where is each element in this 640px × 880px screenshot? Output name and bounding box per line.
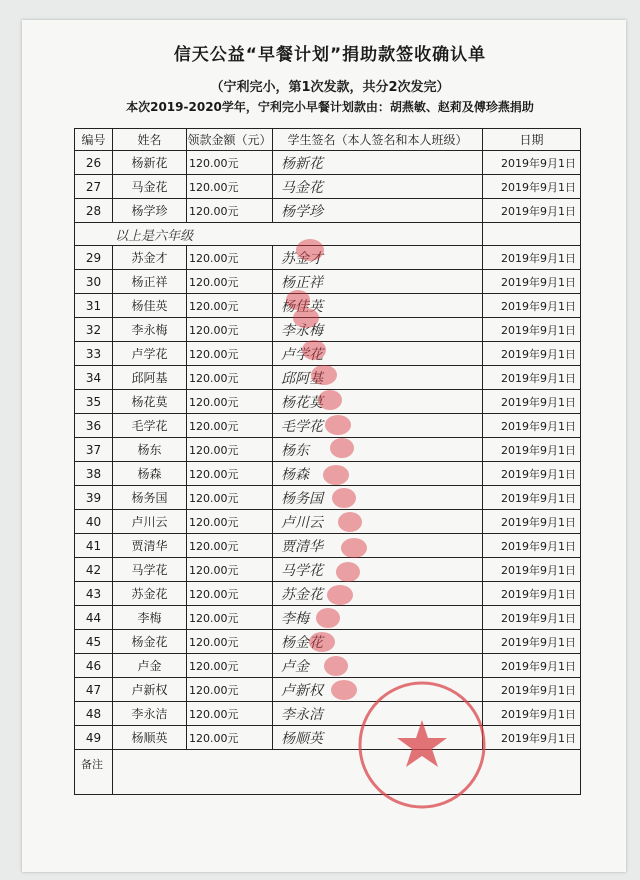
table-row xyxy=(75,630,581,654)
amount: 120.00元 xyxy=(187,366,273,390)
table-row xyxy=(75,654,581,678)
student-name: 杨顺英 xyxy=(113,726,187,750)
student-name: 杨新花 xyxy=(113,151,187,175)
row-number: 49 xyxy=(75,726,113,750)
date: 2019年9月1日 xyxy=(483,175,581,199)
table-row xyxy=(75,342,581,366)
remark-label: 备注 xyxy=(75,750,113,795)
row-number: 40 xyxy=(75,510,113,534)
row-number: 41 xyxy=(75,534,113,558)
donor-line: 本次2019-2020学年，宁利完小早餐计划款由：胡燕敏、赵莉及傅珍燕捐助 xyxy=(126,100,534,114)
date: 2019年9月1日 xyxy=(483,199,581,223)
row-number: 29 xyxy=(75,246,113,270)
table-row xyxy=(75,678,581,702)
row-number: 35 xyxy=(75,390,113,414)
date: 2019年9月1日 xyxy=(483,246,581,270)
table-row xyxy=(75,462,581,486)
student-signature: 毛学花 xyxy=(273,414,483,438)
row-number: 42 xyxy=(75,558,113,582)
row-number: 39 xyxy=(75,486,113,510)
date: 2019年9月1日 xyxy=(483,462,581,486)
grade-note-empty-cell xyxy=(483,223,581,246)
document-subtitle: （宁利完小，第1次发款，共分2次发完） xyxy=(210,80,450,95)
student-name: 贾清华 xyxy=(113,534,187,558)
table-row xyxy=(75,558,581,582)
table-row xyxy=(75,294,581,318)
date: 2019年9月1日 xyxy=(483,654,581,678)
date: 2019年9月1日 xyxy=(483,486,581,510)
table-row xyxy=(75,582,581,606)
date: 2019年9月1日 xyxy=(483,630,581,654)
student-signature: 苏金花 xyxy=(273,582,483,606)
receipt-table xyxy=(74,128,581,795)
table-row xyxy=(75,199,581,223)
row-number: 30 xyxy=(75,270,113,294)
student-signature: 杨金花 xyxy=(273,630,483,654)
student-signature: 杨东 xyxy=(273,438,483,462)
document-title: 信天公益“早餐计划”捐助款签收确认单 xyxy=(173,45,487,65)
student-name: 邱阿基 xyxy=(113,366,187,390)
student-signature: 杨正祥 xyxy=(273,270,483,294)
date: 2019年9月1日 xyxy=(483,294,581,318)
student-signature: 卢学花 xyxy=(273,342,483,366)
row-number: 36 xyxy=(75,414,113,438)
table-row xyxy=(75,534,581,558)
student-signature: 卢新权 xyxy=(273,678,483,702)
table-row xyxy=(75,726,581,750)
row-number: 45 xyxy=(75,630,113,654)
table-row xyxy=(75,486,581,510)
row-number: 34 xyxy=(75,366,113,390)
header-date: 日期 xyxy=(483,129,581,151)
date: 2019年9月1日 xyxy=(483,414,581,438)
student-name: 李永洁 xyxy=(113,702,187,726)
table-row xyxy=(75,414,581,438)
row-number: 31 xyxy=(75,294,113,318)
remark-row xyxy=(75,750,581,795)
amount: 120.00元 xyxy=(187,702,273,726)
amount: 120.00元 xyxy=(187,438,273,462)
date: 2019年9月1日 xyxy=(483,606,581,630)
header-amount: 领款金额（元） xyxy=(187,129,273,151)
amount: 120.00元 xyxy=(187,486,273,510)
table-row xyxy=(75,151,581,175)
student-name: 杨务国 xyxy=(113,486,187,510)
amount: 120.00元 xyxy=(187,462,273,486)
row-number: 44 xyxy=(75,606,113,630)
student-name: 卢川云 xyxy=(113,510,187,534)
row-number: 33 xyxy=(75,342,113,366)
amount: 120.00元 xyxy=(187,151,273,175)
student-name: 马金花 xyxy=(113,175,187,199)
student-signature: 杨新花 xyxy=(273,151,483,175)
student-signature: 马金花 xyxy=(273,175,483,199)
student-name: 李梅 xyxy=(113,606,187,630)
student-name: 杨东 xyxy=(113,438,187,462)
date: 2019年9月1日 xyxy=(483,726,581,750)
student-signature: 卢金 xyxy=(273,654,483,678)
amount: 120.00元 xyxy=(187,510,273,534)
student-name: 杨正祥 xyxy=(113,270,187,294)
student-name: 卢学花 xyxy=(113,342,187,366)
amount: 120.00元 xyxy=(187,654,273,678)
amount: 120.00元 xyxy=(187,294,273,318)
header-no: 编号 xyxy=(75,129,113,151)
student-name: 苏金花 xyxy=(113,582,187,606)
student-signature: 杨森 xyxy=(273,462,483,486)
amount: 120.00元 xyxy=(187,318,273,342)
row-number: 28 xyxy=(75,199,113,223)
student-name: 杨学珍 xyxy=(113,199,187,223)
student-signature: 杨学珍 xyxy=(273,199,483,223)
table-row xyxy=(75,270,581,294)
student-signature: 卢川云 xyxy=(273,510,483,534)
date: 2019年9月1日 xyxy=(483,558,581,582)
student-name: 卢新权 xyxy=(113,678,187,702)
student-name: 杨佳英 xyxy=(113,294,187,318)
amount: 120.00元 xyxy=(187,390,273,414)
amount: 120.00元 xyxy=(187,726,273,750)
date: 2019年9月1日 xyxy=(483,510,581,534)
student-name: 李永梅 xyxy=(113,318,187,342)
row-number: 48 xyxy=(75,702,113,726)
amount: 120.00元 xyxy=(187,606,273,630)
table-row xyxy=(75,438,581,462)
grade-note: 以上是六年级 xyxy=(75,223,483,246)
amount: 120.00元 xyxy=(187,558,273,582)
date: 2019年9月1日 xyxy=(483,438,581,462)
date: 2019年9月1日 xyxy=(483,318,581,342)
student-signature: 杨务国 xyxy=(273,486,483,510)
student-signature: 李梅 xyxy=(273,606,483,630)
student-signature: 苏金才 xyxy=(273,246,483,270)
table-row xyxy=(75,606,581,630)
row-number: 47 xyxy=(75,678,113,702)
amount: 120.00元 xyxy=(187,630,273,654)
date: 2019年9月1日 xyxy=(483,366,581,390)
table-row xyxy=(75,175,581,199)
amount: 120.00元 xyxy=(187,534,273,558)
date: 2019年9月1日 xyxy=(483,151,581,175)
student-signature: 李永洁 xyxy=(273,702,483,726)
student-name: 卢金 xyxy=(113,654,187,678)
row-number: 37 xyxy=(75,438,113,462)
table-row xyxy=(75,318,581,342)
student-signature: 杨佳英 xyxy=(273,294,483,318)
amount: 120.00元 xyxy=(187,199,273,223)
student-name: 苏金才 xyxy=(113,246,187,270)
date: 2019年9月1日 xyxy=(483,534,581,558)
date: 2019年9月1日 xyxy=(483,582,581,606)
amount: 120.00元 xyxy=(187,414,273,438)
table-row xyxy=(75,510,581,534)
student-signature: 马学花 xyxy=(273,558,483,582)
amount: 120.00元 xyxy=(187,582,273,606)
student-signature: 杨花莫 xyxy=(273,390,483,414)
row-number: 32 xyxy=(75,318,113,342)
table-row xyxy=(75,702,581,726)
amount: 120.00元 xyxy=(187,342,273,366)
student-name: 杨金花 xyxy=(113,630,187,654)
header-sign: 学生签名（本人签名和本人班级） xyxy=(273,129,483,151)
row-number: 46 xyxy=(75,654,113,678)
amount: 120.00元 xyxy=(187,246,273,270)
amount: 120.00元 xyxy=(187,175,273,199)
table-header-row xyxy=(75,129,581,151)
date: 2019年9月1日 xyxy=(483,678,581,702)
date: 2019年9月1日 xyxy=(483,702,581,726)
student-signature: 贾清华 xyxy=(273,534,483,558)
date: 2019年9月1日 xyxy=(483,270,581,294)
row-number: 27 xyxy=(75,175,113,199)
student-signature: 杨顺英 xyxy=(273,726,483,750)
student-name: 马学花 xyxy=(113,558,187,582)
student-name: 毛学花 xyxy=(113,414,187,438)
table-row xyxy=(75,390,581,414)
remark-cell xyxy=(113,750,581,795)
grade-note-row xyxy=(75,223,581,246)
date: 2019年9月1日 xyxy=(483,342,581,366)
header-name: 姓名 xyxy=(113,129,187,151)
student-name: 杨森 xyxy=(113,462,187,486)
amount: 120.00元 xyxy=(187,678,273,702)
date: 2019年9月1日 xyxy=(483,390,581,414)
table-row xyxy=(75,246,581,270)
student-signature: 邱阿基 xyxy=(273,366,483,390)
amount: 120.00元 xyxy=(187,270,273,294)
row-number: 43 xyxy=(75,582,113,606)
student-signature: 李永梅 xyxy=(273,318,483,342)
row-number: 26 xyxy=(75,151,113,175)
student-name: 杨花莫 xyxy=(113,390,187,414)
table-row xyxy=(75,366,581,390)
row-number: 38 xyxy=(75,462,113,486)
